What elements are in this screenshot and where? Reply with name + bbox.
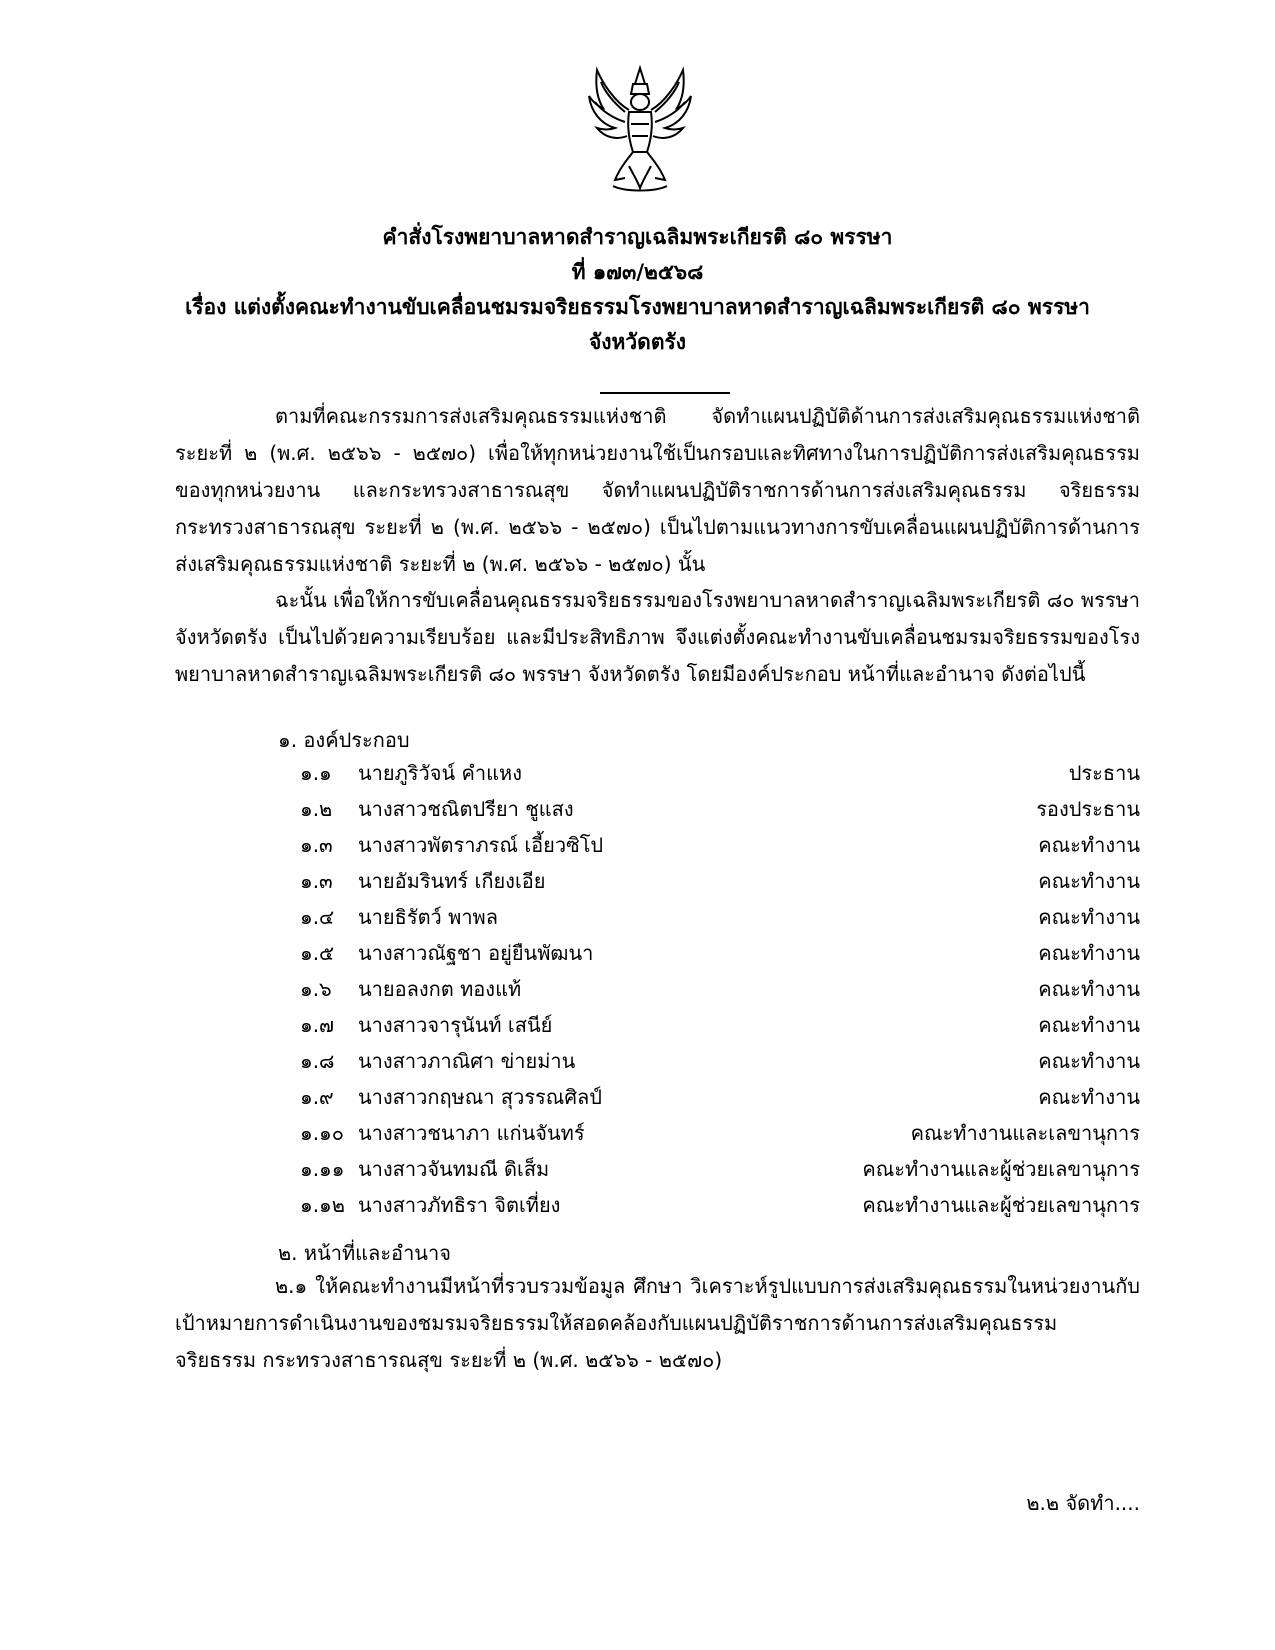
order-number: ที่ ๑๗๓/๒๕๖๘ (571, 260, 704, 284)
member-number: ๑.๕ (300, 941, 335, 965)
order-subject: เรื่อง แต่งตั้งคณะทำงานขับเคลื่อนชมรมจริยธรรมโรงพยาบาลหาดสำราญเฉลิมพระเกียรติ ๘๐ พรรษา (185, 295, 1090, 319)
order-subject-province: จังหวัดตรัง (588, 330, 686, 354)
member-name: นางสาวภัทธิรา จิตเที่ยง (358, 1193, 561, 1217)
section-duties-heading: ๒. หน้าที่และอำนาจ (278, 1241, 451, 1265)
member-row (300, 1082, 1140, 1112)
member-role: คณะทำงานและผู้ช่วยเลขานุการ (862, 1193, 1140, 1217)
section-composition-heading: ๑. องค์ประกอบ (278, 728, 410, 752)
member-name: นางสาวชนาภา แก่นจันทร์ (358, 1121, 585, 1145)
title-divider (600, 392, 730, 394)
preamble-paragraph (175, 398, 1140, 583)
member-name: นายอัมรินทร์ เกียงเอีย (358, 869, 546, 893)
order-title: คำสั่งโรงพยาบาลหาดสำราญเฉลิมพระเกียรติ ๘๐ พรรษา (382, 225, 893, 249)
member-row (300, 974, 1140, 1004)
member-name: นางสาวชณิตปรียา ชูแสง (358, 797, 574, 821)
member-number: ๑.๑๒ (300, 1193, 345, 1217)
member-row (300, 1118, 1140, 1148)
order-text: ฉะนั้น เพื่อให้การขับเคลื่อนคุณธรรมจริยธรรมของโรงพยาบาลหาดสำราญเฉลิมพระเกียรติ ๘๐ พรรษา จังหวัดตรัง เป็นไปด้วยความเรียบร้อย และมีประสิทธิภาพ จึงแต่งตั้งคณะทำงานขับเคลื่อนชมรมจริยธรรมของโรงพยาบาลหาดสำราญเฉลิมพระเกียรติ ๘๐ พรรษา จังหวัดตรัง โดยมีองค์ประกอบ หน้าที่และอำนาจ ดังต่อไปนี้ (175, 588, 1140, 686)
member-role: คณะทำงาน (1038, 941, 1140, 965)
member-name: นายอลงกต ทองแท้ (358, 977, 522, 1001)
member-row (300, 1154, 1140, 1184)
member-number: ๑.๒ (300, 797, 333, 821)
member-name: นายธิรัตว์ พาพล (358, 905, 498, 929)
member-number: ๑.๑๐ (300, 1121, 344, 1145)
member-number: ๑.๓ (300, 833, 333, 857)
member-name: นางสาวจารุนันท์ เสนีย์ (358, 1013, 553, 1037)
member-row (300, 866, 1140, 896)
order-paragraph (175, 582, 1140, 693)
member-row (300, 758, 1140, 788)
member-number: ๑.๔ (300, 905, 335, 929)
garuda-emblem (585, 62, 695, 194)
member-row (300, 1010, 1140, 1040)
duty-2-1-paragraph (175, 1268, 1140, 1379)
member-number: ๑.๓ (300, 869, 333, 893)
member-number: ๑.๑๑ (300, 1157, 345, 1181)
member-role: คณะทำงาน (1038, 869, 1140, 893)
member-role: ประธาน (1068, 761, 1140, 785)
member-row (300, 830, 1140, 860)
member-name: นางสาวจันทมณี ดิเส็ม (358, 1157, 550, 1181)
member-row (300, 902, 1140, 932)
member-name: นางสาวพัตราภรณ์ เอี้ยวซิโป (358, 833, 604, 857)
member-role: รองประธาน (1036, 797, 1140, 821)
member-number: ๑.๗ (300, 1013, 335, 1037)
member-role: คณะทำงาน (1038, 1049, 1140, 1073)
member-number: ๑.๙ (300, 1085, 334, 1109)
member-number: ๑.๘ (300, 1049, 335, 1073)
member-role: คณะทำงาน (1038, 1085, 1140, 1109)
member-role: คณะทำงาน (1038, 833, 1140, 857)
member-role: คณะทำงานและเลขานุการ (910, 1121, 1140, 1145)
duty-2-1-text: ๒.๑ ให้คณะทำงานมีหน้าที่รวบรวมข้อมูล ศึกษา วิเคราะห์รูปแบบการส่งเสริมคุณธรรมในหน่วยงานกับเป้าหมายการดำเนินงานของชมรมจริยธรรมให้สอดคล้องกับแผนปฏิบัติราชการด้านการส่งเสริมคุณธรรม จริยธรรม กระทรวงสาธารณสุข ระยะที่ ๒ (พ.ศ. ๒๕๖๖ - ๒๕๗๐) (175, 1274, 1140, 1372)
member-name: นางสาวภาณิศา ข่ายม่าน (358, 1049, 576, 1073)
member-role: คณะทำงาน (1038, 977, 1140, 1001)
member-row (300, 938, 1140, 968)
member-name: นางสาวกฤษณา สุวรรณศิลป์ (358, 1085, 603, 1109)
preamble-text: ตามที่คณะกรรมการส่งเสริมคุณธรรมแห่งชาติ จัดทำแผนปฏิบัติด้านการส่งเสริมคุณธรรมแห่งชาติ ระยะที่ ๒ (พ.ศ. ๒๕๖๖ - ๒๕๗๐) เพื่อให้ทุกหน่วยงานใช้เป็นกรอบและทิศทางในการปฏิบัติการส่งเสริมคุณธรรมของทุกหน่วยงาน และกระทรวงสาธารณสุข จัดทำแผนปฏิบัติราชการด้านการส่งเสริมคุณธรรม จริยธรรม กระทรวงสาธารณสุข ระยะที่ ๒ (พ.ศ. ๒๕๖๖ - ๒๕๗๐) เป็นไปตามแนวทางการขับเคลื่อนแผนปฏิบัติการด้านการส่งเสริมคุณธรรมแห่งชาติ ระยะที่ ๒ (พ.ศ. ๒๕๖๖ - ๒๕๗๐) นั้น (175, 404, 1140, 576)
member-row (300, 1190, 1140, 1220)
page-continuation: ๒.๒ จัดทำ.... (1026, 1491, 1140, 1515)
member-role: คณะทำงาน (1038, 1013, 1140, 1037)
member-name: นายภูริวัจน์ คำแหง (358, 761, 522, 785)
member-role: คณะทำงานและผู้ช่วยเลขานุการ (862, 1157, 1140, 1181)
member-number: ๑.๑ (300, 761, 332, 785)
member-name: นางสาวณัฐชา อยู่ยืนพัฒนา (358, 941, 594, 965)
member-row (300, 794, 1140, 824)
member-number: ๑.๖ (300, 977, 332, 1001)
member-role: คณะทำงาน (1038, 905, 1140, 929)
member-row (300, 1046, 1140, 1076)
